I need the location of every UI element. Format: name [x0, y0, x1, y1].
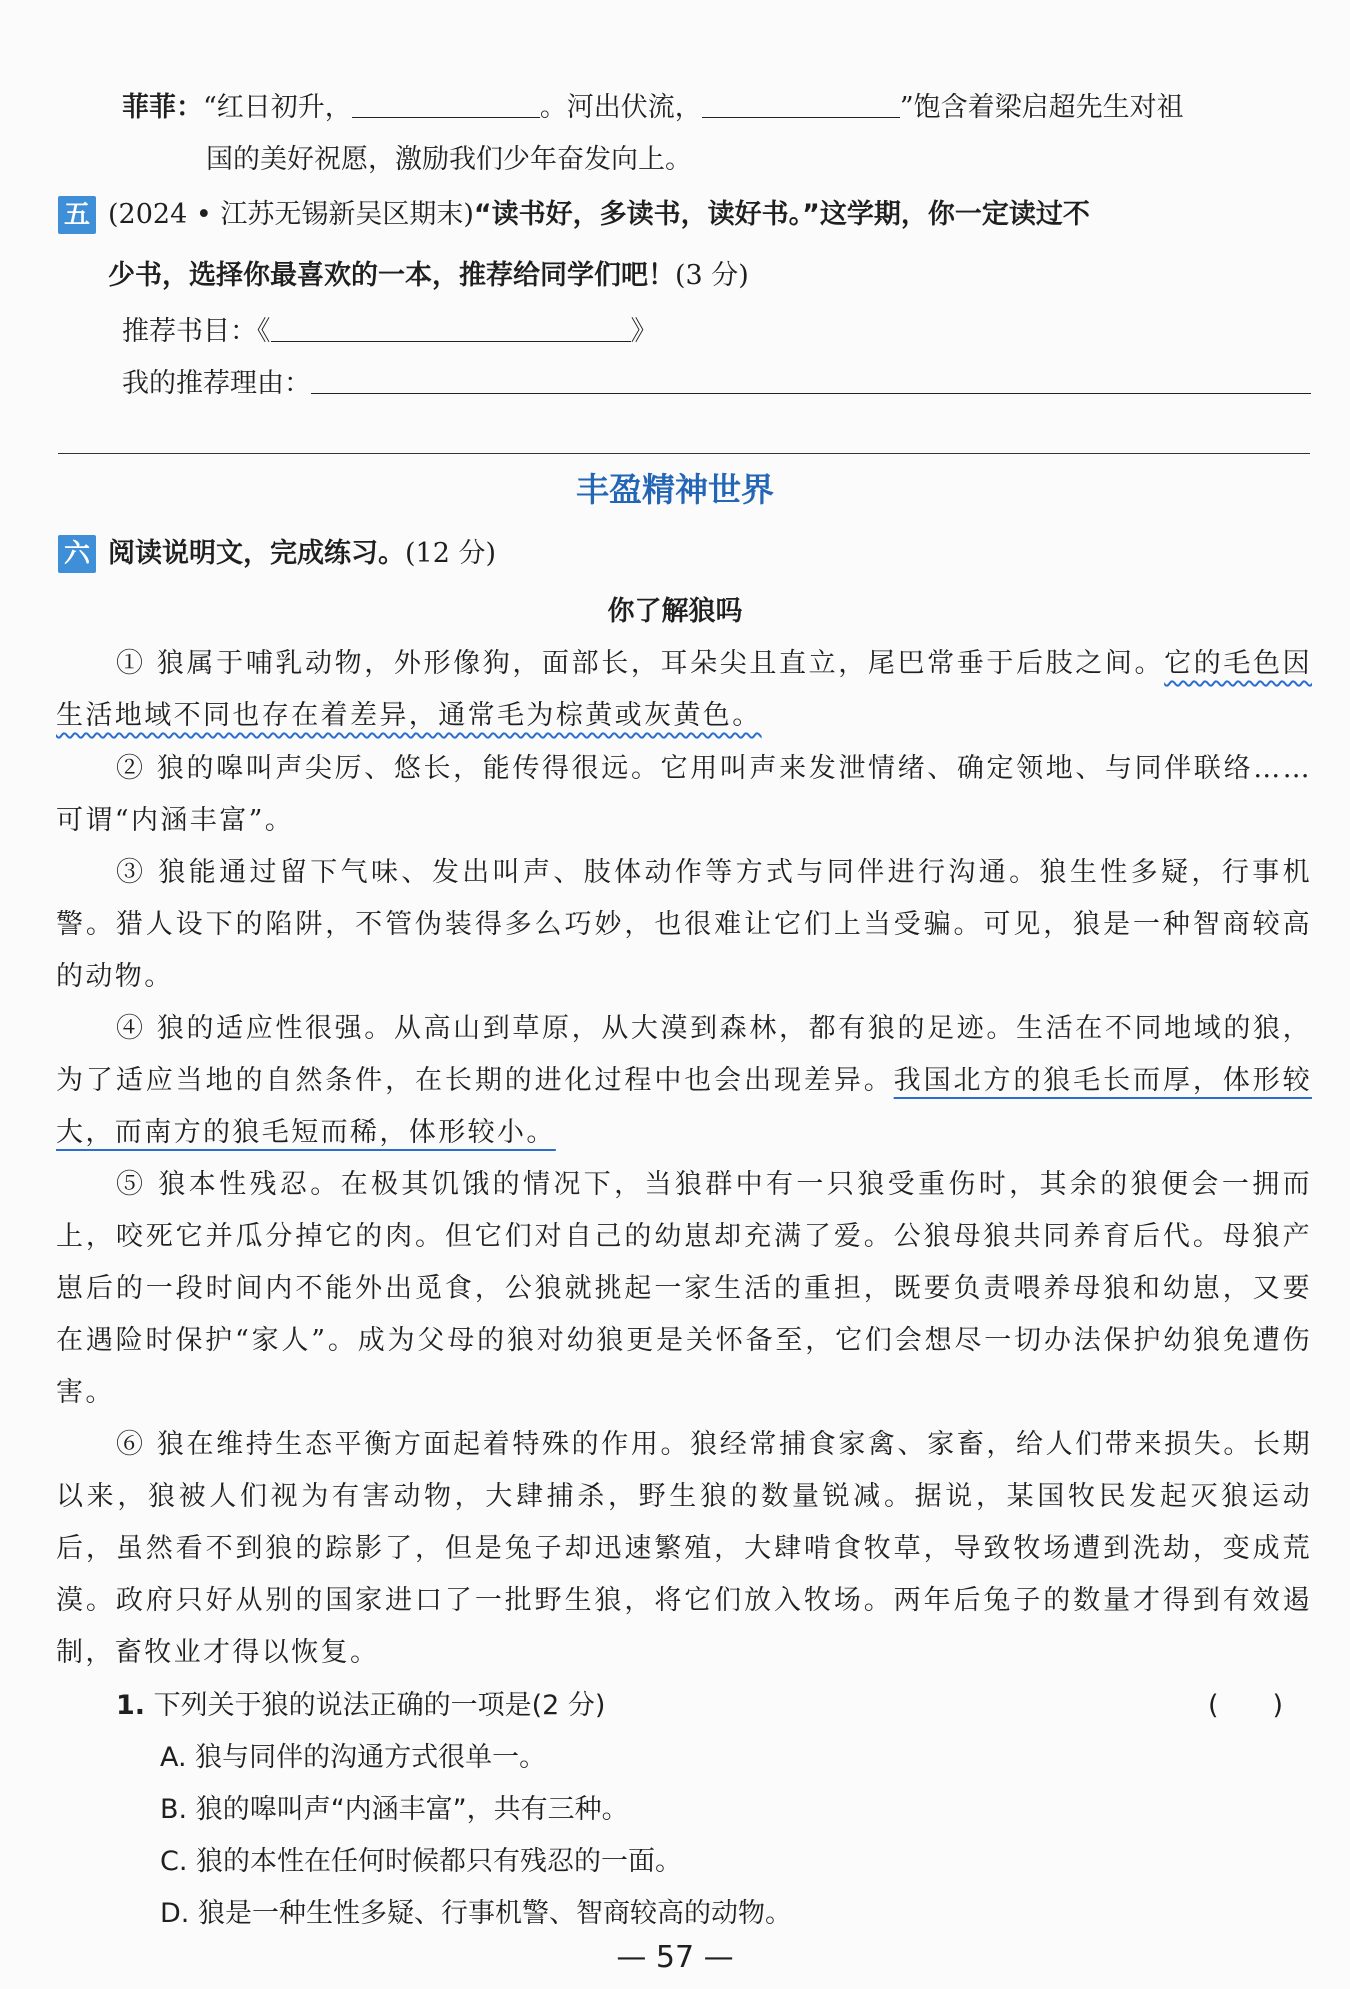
quote-middle: 。河出伏流，	[539, 92, 702, 123]
answer-blank-1[interactable]	[352, 89, 540, 118]
paragraph-6: ⑥ 狼在维持生态平衡方面起着特殊的作用。狼经常捕食家禽、家畜，给人们带来损失。长期以来，狼被人们视为有害动物，大肆捕杀，野生狼的数量锐减。据说，某国牧民发起灭狼运动后，虽然看不到狼的踪影了，但是兔子却迅速繁殖，大肆啃食牧草，导致牧场遭到洗劫，变成荒漠。政府只好从别的国家进口了一批野生狼，将它们放入牧场。两年后兔子的数量才得到有效遏制，畜牧业才得以恢复。	[56, 1429, 1312, 1668]
reason-label: 我的推荐理由：	[122, 368, 311, 399]
paragraph-1-wavy-underlined: 它的毛色因生活地域不同也存在着差异，通常毛为棕黄或灰黄色。	[56, 648, 1313, 731]
section-6-instruction-line	[108, 534, 496, 574]
paragraph-1-text: ① 狼属于哺乳动物，外形像狗，面部长，耳朵尖且直立，尾巴常垂于后肢之间。	[116, 648, 1165, 679]
option-b[interactable]: B. 狼的嗥叫声“内涵丰富”，共有三种。	[160, 1794, 629, 1825]
section-divider	[58, 453, 1310, 454]
section-5-points: (3 分)	[675, 260, 749, 291]
option-a[interactable]: A. 狼与同伴的沟通方式很单一。	[160, 1742, 547, 1773]
section-5-prompt-part1: “读书好，多读书，读好书。”这学期，你一定读过不	[473, 199, 1090, 230]
section-5-source: (2024 • 江苏无锡新吴区期末)	[108, 199, 474, 230]
book-title-blank[interactable]	[271, 313, 631, 342]
section-5-prompt-line-2	[108, 256, 749, 296]
question-1-text: 下列关于狼的说法正确的一项是(2 分)	[153, 1690, 606, 1721]
fill-in-quote-line-2: 国的美好祝愿，激励我们少年奋发向上。	[206, 144, 692, 175]
reason-line	[122, 364, 1311, 404]
quote-open: “红日初升，	[203, 92, 352, 123]
article-title: 你了解狼吗	[607, 596, 743, 627]
paragraph-5: ⑤ 狼本性残忍。在极其饥饿的情况下，当狼群中有一只狼受重伤时，其余的狼便会一拥而上，咬死它并瓜分掉它的肉。但它们对自己的幼崽却充满了爱。公狼母狼共同养育后代。母狼产崽后的一段时间内不能外出觅食，公狼就挑起一家生活的重担，既要负责喂养母狼和幼崽，又要在遇险时保护“家人”。成为父母的狼对幼狼更是关怀备至，它们会想尽一切办法保护幼狼免遭伤害。	[56, 1169, 1312, 1408]
answer-blank-2[interactable]	[702, 89, 900, 118]
paragraph-1	[56, 638, 1312, 742]
speaker-name: 菲菲：	[122, 92, 203, 123]
question-1	[116, 1686, 605, 1726]
section-5-prompt-line-1	[108, 195, 1090, 235]
section-6-instruction: 阅读说明文，完成练习。	[108, 538, 405, 569]
fill-in-quote-line	[122, 88, 1184, 128]
section-6-points: (12 分)	[405, 538, 497, 569]
page-number: — 57 —	[616, 1940, 734, 1975]
paragraph-2: ② 狼的嗥叫声尖厉、悠长，能传得很远。它用叫声来发泄情绪、确定领地、与同伴联络……可谓“内涵丰富”。	[56, 753, 1312, 836]
book-title-line	[122, 312, 658, 352]
question-1-number: 1.	[116, 1690, 146, 1721]
section-title: 丰盈精神世界	[576, 470, 774, 509]
paragraph-4-text: ④ 狼的适应性很强。从高山到草原，从大漠到森林，都有狼的足迹。生活在不同地域的狼，为了适应当地的自然条件，在长期的进化过程中也会出现差异。	[56, 1013, 1312, 1096]
book-title-label: 推荐书目：《	[122, 316, 271, 347]
answer-bracket[interactable]: ( )	[1208, 1690, 1284, 1721]
option-c[interactable]: C. 狼的本性在任何时候都只有残忍的一面。	[160, 1846, 683, 1877]
paragraph-4-underlined: 我国北方的狼毛长而厚，体形较大，而南方的狼毛短而稀，体形较小。	[56, 1065, 1312, 1148]
section-5-prompt-part2: 少书，选择你最喜欢的一本，推荐给同学们吧！	[108, 260, 675, 291]
quote-close: ”饱含着梁启超先生对祖	[899, 92, 1184, 123]
option-d[interactable]: D. 狼是一种生性多疑、行事机警、智商较高的动物。	[160, 1898, 792, 1929]
section-5-badge: 五	[58, 196, 96, 234]
book-title-close: 》	[630, 316, 658, 347]
paragraph-4	[56, 1003, 1312, 1159]
paragraph-3: ③ 狼能通过留下气味、发出叫声、肢体动作等方式与同伴进行沟通。狼生性多疑，行事机警。猎人设下的陷阱，不管伪装得多么巧妙，也很难让它们上当受骗。可见，狼是一种智商较高的动物。	[56, 857, 1312, 992]
reason-blank[interactable]	[311, 365, 1311, 394]
section-6-badge: 六	[58, 535, 96, 573]
